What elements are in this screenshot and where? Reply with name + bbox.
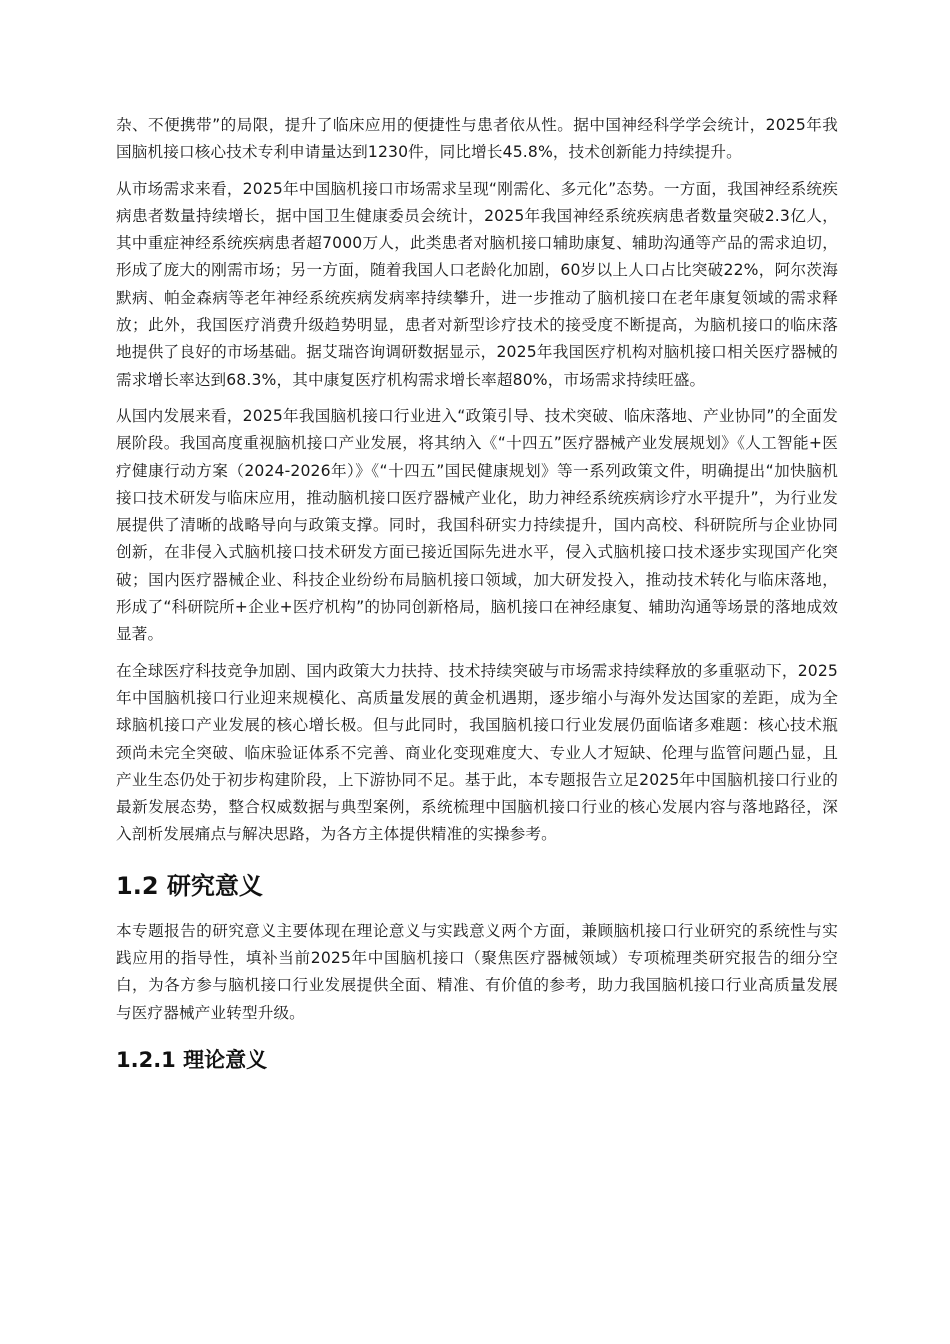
subsection-heading-theoretical-significance: 1.2.1 理论意义 [116, 1047, 268, 1072]
paragraph-tech-continuation: 杂、不便携带”的局限，提升了临床应用的便捷性与患者依从性。据中国神经科学学会统计，2025年我国脑机接口核心技术专利申请量达到1230件，同比增长45.8%，技术创新能力持续提升。 [116, 116, 838, 162]
paragraph-domestic-development: 从国内发展来看，2025年我国脑机接口行业进入“政策引导、技术突破、临床落地、产业协同”的全面发展阶段。我国高度重视脑机接口产业发展，将其纳入《“十四五”医疗器械产业发展规划》《人工智能+医疗健康行动方案（2024-2026年）》《“十四五”国民健康规划》等一系列政策文件，明确提出“加快脑机接口技术研发与临床应用，推动脑机接口医疗器械产业化，助力神经系统疾病诊疗水平提升”，为行业发展提供了清晰的战略导向与政策支撑。同时，我国科研实力持续提升，国内高校、科研院所与企业协同创新，在非侵入式脑机接口技术研发方面已接近国际先进水平，侵入式脑机接口技术逐步实现国产化突破；国内医疗器械企业、科技企业纷纷布局脑机接口领域，加大研发投入，推动技术转化与临床落地，形成了“科研院所+企业+医疗机构”的协同创新格局，脑机接口在神经康复、辅助沟通等场景的落地成效显著。 [116, 406, 838, 644]
document-page [116, 112, 838, 1075]
paragraph-market-demand: 从市场需求来看，2025年中国脑机接口市场需求呈现“刚需化、多元化”态势。一方面，我国神经系统疾病患者数量持续增长，据中国卫生健康委员会统计，2025年我国神经系统疾病患者数量突破2.3亿人，其中重症神经系统疾病患者超7000万人，此类患者对脑机接口辅助康复、辅助沟通等产品的需求迫切，形成了庞大的刚需市场；另一方面，随着我国人口老龄化加剧，60岁以上人口占比突破22%，阿尔茨海默病、帕金森病等老年神经系统疾病发病率持续攀升，进一步推动了脑机接口在老年康复领域的需求释放；此外，我国医疗消费升级趋势明显，患者对新型诊疗技术的接受度不断提高，为脑机接口的临床落地提供了良好的市场基础。据艾瑞咨询调研数据显示，2025年我国医疗机构对脑机接口相关医疗器械的需求增长率达到68.3%，其中康复医疗机构需求增长率超80%，市场需求持续旺盛。 [116, 179, 838, 389]
paragraph-research-significance: 本专题报告的研究意义主要体现在理论意义与实践意义两个方面，兼顾脑机接口行业研究的系统性与实践应用的指导性，填补当前2025年中国脑机接口（聚焦医疗器械领域）专项梳理类研究报告的细分空白，为各方参与脑机接口行业发展提供全面、精准、有价值的参考，助力我国脑机接口行业高质量发展与医疗器械产业转型升级。 [116, 921, 838, 1022]
paragraph-summary-challenges: 在全球医疗科技竞争加剧、国内政策大力扶持、技术持续突破与市场需求持续释放的多重驱动下，2025年中国脑机接口行业迎来规模化、高质量发展的黄金机遇期，逐步缩小与海外发达国家的差距，成为全球脑机接口产业发展的核心增长极。但与此同时，我国脑机接口行业发展仍面临诸多难题：核心技术瓶颈尚未完全突破、临床验证体系不完善、商业化变现难度大、专业人才短缺、伦理与监管问题凸显，且产业生态仍处于初步构建阶段，上下游协同不足。基于此，本专题报告立足2025年中国脑机接口行业的最新发展态势，整合权威数据与典型案例，系统梳理中国脑机接口行业的核心发展内容与落地路径，深入剖析发展痛点与解决思路，为各方主体提供精准的实操参考。 [116, 661, 838, 844]
section-heading-research-significance: 1.2 研究意义 [116, 871, 263, 900]
